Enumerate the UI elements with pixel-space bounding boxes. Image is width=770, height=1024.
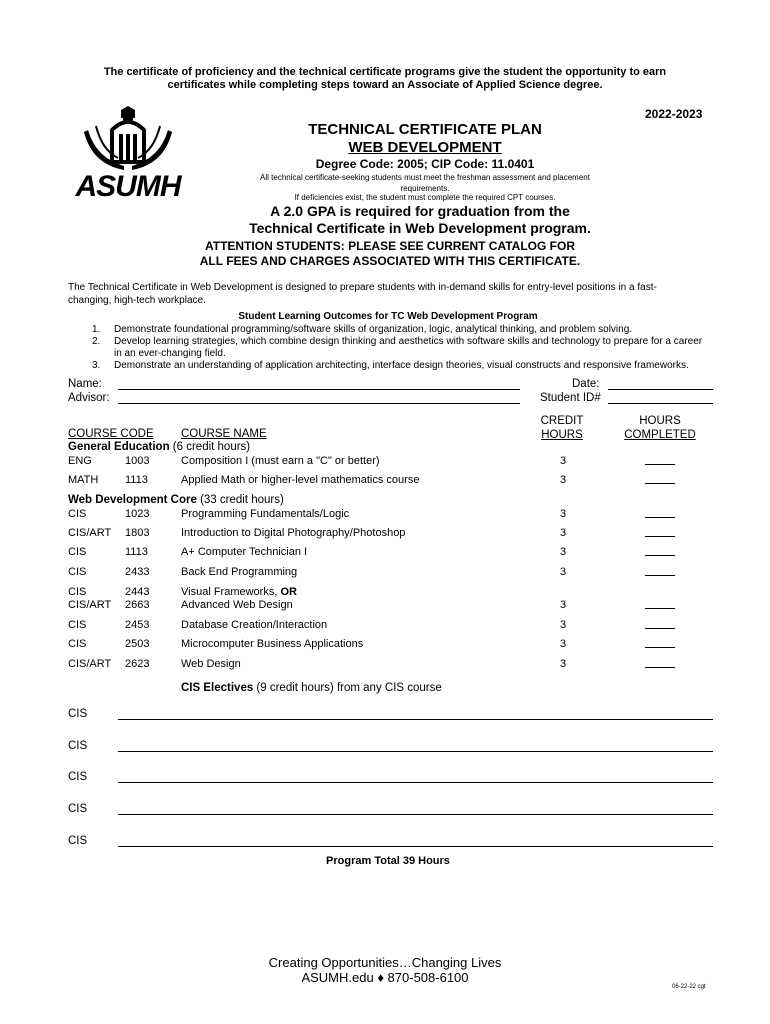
name-field[interactable] — [118, 389, 520, 390]
elective-field[interactable] — [118, 719, 713, 720]
logo-wordmark: ASUMH — [75, 170, 181, 199]
course-row: CIS/ART 1803 Introduction to Digital Photography/Photoshop 3 — [68, 527, 708, 541]
slo-title: Student Learning Outcomes for TC Web Development Program — [238, 311, 538, 322]
elective-prefix: CIS — [68, 771, 88, 783]
course-name-header: COURSE NAME — [181, 428, 267, 440]
elective-prefix: CIS — [68, 740, 88, 752]
asumh-logo — [66, 104, 191, 199]
elective-prefix: CIS — [68, 803, 88, 815]
date-label: Date: — [572, 378, 600, 390]
elective-field[interactable] — [118, 782, 713, 783]
elective-field[interactable] — [118, 751, 713, 752]
hours-completed-header: HOURS COMPLETED — [624, 415, 696, 441]
outcome-item: 2. Develop learning strategies, which combine design thinking and aesthetics with software skills and technology to prepare for a career in an ever-changing field. — [92, 336, 703, 359]
outcome-item: 3. Demonstrate an understanding of application architecting, interface design theories, visual constructs and responsive frameworks. — [92, 360, 689, 371]
student-id-field[interactable] — [608, 403, 713, 404]
core-heading: Web Development Core (33 credit hours) — [68, 494, 284, 506]
advisor-label: Advisor: — [68, 392, 110, 404]
hours-completed-blank[interactable] — [645, 508, 675, 518]
student-id-label: Student ID# — [540, 392, 601, 404]
gpa-requirement: A 2.0 GPA is required for graduation from the Technical Certificate in Web Development program. — [249, 203, 591, 236]
hours-completed-blank[interactable] — [645, 455, 675, 465]
course-row: CIS 2433 Back End Programming 3 — [68, 566, 708, 580]
course-code-header: COURSE CODE — [68, 428, 154, 440]
hours-completed-blank[interactable] — [645, 638, 675, 648]
revision-code: 06-22-22 cgt — [672, 984, 706, 990]
course-row: CIS 1113 A+ Computer Technician I 3 — [68, 546, 708, 560]
program-description: The Technical Certificate in Web Development is designed to prepare students with in-demand skills for entry-level positions in a fast-changing, high-tech workplace. — [68, 282, 657, 306]
outcome-item: 1. Demonstrate foundational programming/software skills of organization, logic, analytical thinking, and problem solving. — [92, 324, 633, 335]
university-crest-icon — [66, 104, 191, 199]
course-row: CIS 1023 Programming Fundamentals/Logic 3 — [68, 508, 708, 522]
elective-prefix: CIS — [68, 835, 88, 847]
hours-completed-blank[interactable] — [645, 474, 675, 484]
hours-completed-blank[interactable] — [645, 619, 675, 629]
elective-field[interactable] — [118, 846, 713, 847]
credit-hours-header: CREDIT HOURS — [540, 415, 584, 441]
hours-completed-blank[interactable] — [645, 658, 675, 668]
hours-completed-blank[interactable] — [645, 566, 675, 576]
plan-title: TECHNICAL CERTIFICATE PLAN — [308, 121, 542, 138]
advisor-field[interactable] — [118, 403, 520, 404]
hours-completed-blank[interactable] — [645, 527, 675, 537]
course-row: ENG 1003 Composition I (must earn a "C" or better) 3 — [68, 455, 708, 469]
intro-text: The certificate of proficiency and the technical certificate programs give the student the opportunity to earn certificates while completing steps toward an Associate of Applied Science degree. — [103, 66, 667, 91]
elective-prefix: CIS — [68, 708, 88, 720]
alternate-course-row: CIS 2443 Visual Frameworks, OR CIS/ART 2663 Advanced Web Design 3 — [68, 586, 708, 614]
hours-completed-blank[interactable] — [645, 546, 675, 556]
date-field[interactable] — [608, 389, 713, 390]
outcomes-list — [68, 324, 708, 372]
degree-code: Degree Code: 2005; CIP Code: 11.0401 — [315, 157, 535, 171]
assessment-note: All technical certificate-seeking students must meet the freshman assessment and placement requirements. — [260, 173, 590, 193]
course-row: CIS/ART 2623 Web Design 3 — [68, 658, 708, 672]
hours-completed-blank[interactable] — [645, 599, 675, 609]
electives-heading: CIS Electives (9 credit hours) from any CIS course — [181, 682, 442, 694]
academic-year: 2022-2023 — [645, 107, 703, 121]
gen-ed-heading: General Education (6 credit hours) — [68, 441, 251, 453]
elective-field[interactable] — [118, 814, 713, 815]
course-row: CIS 2453 Database Creation/Interaction 3 — [68, 619, 708, 633]
name-label: Name: — [68, 378, 102, 390]
attention-notice: ATTENTION STUDENTS: PLEASE SEE CURRENT CATALOG FOR ALL FEES AND CHARGES ASSOCIATED WITH THIS CERTIFICATE. — [199, 239, 581, 268]
course-row: CIS 2503 Microcomputer Business Applications 3 — [68, 638, 708, 652]
deficiency-note: If deficiencies exist, the student must complete the required CPT courses. — [294, 193, 556, 202]
plan-subtitle: WEB DEVELOPMENT — [348, 139, 502, 156]
program-total: Program Total 39 Hours — [326, 855, 450, 867]
footer-slogan: Creating Opportunities…Changing Lives ASUMH.edu ♦ 870-508-6100 — [268, 955, 502, 985]
course-row: MATH 1113 Applied Math or higher-level mathematics course 3 — [68, 474, 708, 488]
